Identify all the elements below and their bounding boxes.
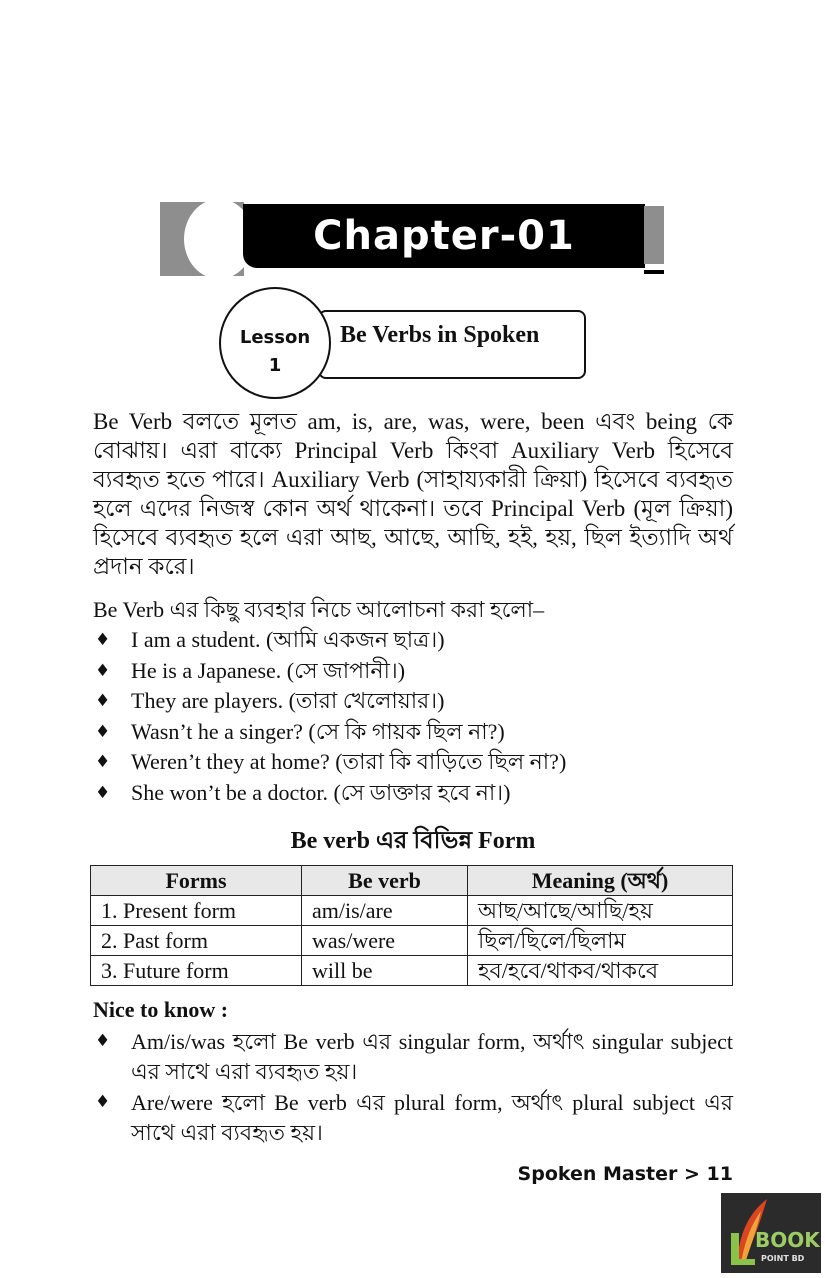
lesson-title: Be Verbs in Spoken — [340, 322, 540, 348]
table-row — [91, 926, 733, 956]
cell-be-verb: was/were — [302, 926, 468, 956]
cell-meaning: আছ/আছে/আছি/হয় — [468, 896, 733, 926]
example-list — [93, 625, 738, 809]
nice-to-know-title: Nice to know : — [93, 997, 229, 1022]
cell-be-verb: will be — [302, 956, 468, 986]
example-item — [93, 747, 738, 778]
chapter-banner-grey-tab — [644, 206, 664, 264]
header-be-verb: Be verb — [302, 866, 468, 896]
example-text: He is a Japanese. (সে জাপানী।) — [131, 657, 406, 683]
book-point-bd-logo — [721, 1193, 821, 1273]
page-footer: Spoken Master > 11 — [517, 1163, 733, 1185]
table-row — [91, 956, 733, 986]
example-text: Weren’t they at home? (তারা কি বাড়িতে ছিল না?) — [131, 749, 567, 775]
chapter-title: Chapter-01 — [313, 213, 575, 259]
cell-be-verb: am/is/are — [302, 896, 468, 926]
svg-text:POINT BD: POINT BD — [761, 1254, 805, 1263]
example-text: She won’t be a doctor. (সে ডাক্তার হবে না।) — [131, 779, 511, 805]
example-item — [93, 625, 738, 656]
lesson-label: Lesson — [239, 327, 311, 348]
diamond-bullet-icon: ♦ — [95, 1092, 111, 1112]
diamond-bullet-icon: ♦ — [95, 721, 111, 742]
cell-form: 3. Future form — [91, 956, 302, 986]
cell-meaning: হব/হবে/থাকব/থাকবে — [468, 956, 733, 986]
example-item — [93, 778, 738, 809]
diamond-bullet-icon: ♦ — [95, 1031, 111, 1051]
diamond-bullet-icon: ♦ — [95, 752, 111, 773]
header-meaning: Meaning (অর্থ) — [468, 866, 733, 896]
svg-text:BOOK: BOOK — [755, 1228, 820, 1252]
usage-intro: Be Verb এর কিছু ব্যবহার নিচে আলোচনা করা হলো– — [93, 597, 545, 622]
cell-form: 2. Past form — [91, 926, 302, 956]
table-row — [91, 896, 733, 926]
example-item — [93, 717, 738, 748]
nice-to-know-item — [93, 1027, 733, 1086]
nice-to-know-item — [93, 1088, 733, 1147]
be-verb-forms-table — [90, 865, 733, 986]
quill-feather-icon — [721, 1193, 821, 1273]
nice-to-know-text: Am/is/was হলো Be verb এর singular form, অর্থাৎ singular subject এর সাথে এরা ব্যবহৃত হয়। — [131, 1029, 733, 1084]
table-header-row — [91, 866, 733, 896]
example-item — [93, 656, 738, 687]
cell-form: 1. Present form — [91, 896, 302, 926]
diamond-bullet-icon: ♦ — [95, 630, 111, 650]
nice-to-know-list — [93, 1027, 733, 1149]
example-text: I am a student. (আমি একজন ছাত্র।) — [131, 627, 445, 652]
diamond-bullet-icon: ♦ — [95, 691, 111, 712]
example-text: Wasn’t he a singer? (সে কি গায়ক ছিল না?) — [131, 718, 505, 744]
lesson-number: 1 — [268, 355, 282, 376]
intro-paragraph: Be Verb বলতে মূলত am, is, are, was, were, been এবং being কে বোঝায়। এরা বাক্যে Principal Verb কিংবা Auxiliary Verb হিসেবে ব্যবহৃত হতে পারে। Auxiliary Verb (সাহায্যকারী ক্রিয়া) হিসেবে ব্যবহৃত হলে এদের নিজস্ব কোন অর্থ থাকেনা। তবে Principal Verb (মূল ক্রিয়া) হিসেবে ব্যবহৃত হলে এরা আছ, আছে, আছি, হই, হয়, ছিল ইত্যাদি অর্থ প্রদান করে। — [93, 409, 733, 579]
header-forms: Forms — [91, 866, 302, 896]
cell-meaning: ছিল/ছিলে/ছিলাম — [468, 926, 733, 956]
chapter-banner-underline — [644, 270, 664, 274]
table-heading: Be verb এর বিভিন্ন Form — [290, 828, 536, 854]
diamond-bullet-icon: ♦ — [95, 782, 111, 803]
example-text: They are players. (তারা খেলোয়ার।) — [131, 688, 445, 714]
diamond-bullet-icon: ♦ — [95, 660, 111, 681]
example-item — [93, 686, 738, 717]
nice-to-know-text: Are/were হলো Be verb এর plural form, অর্থাৎ plural subject এর সাথে এরা ব্যবহৃত হয়। — [131, 1090, 733, 1145]
